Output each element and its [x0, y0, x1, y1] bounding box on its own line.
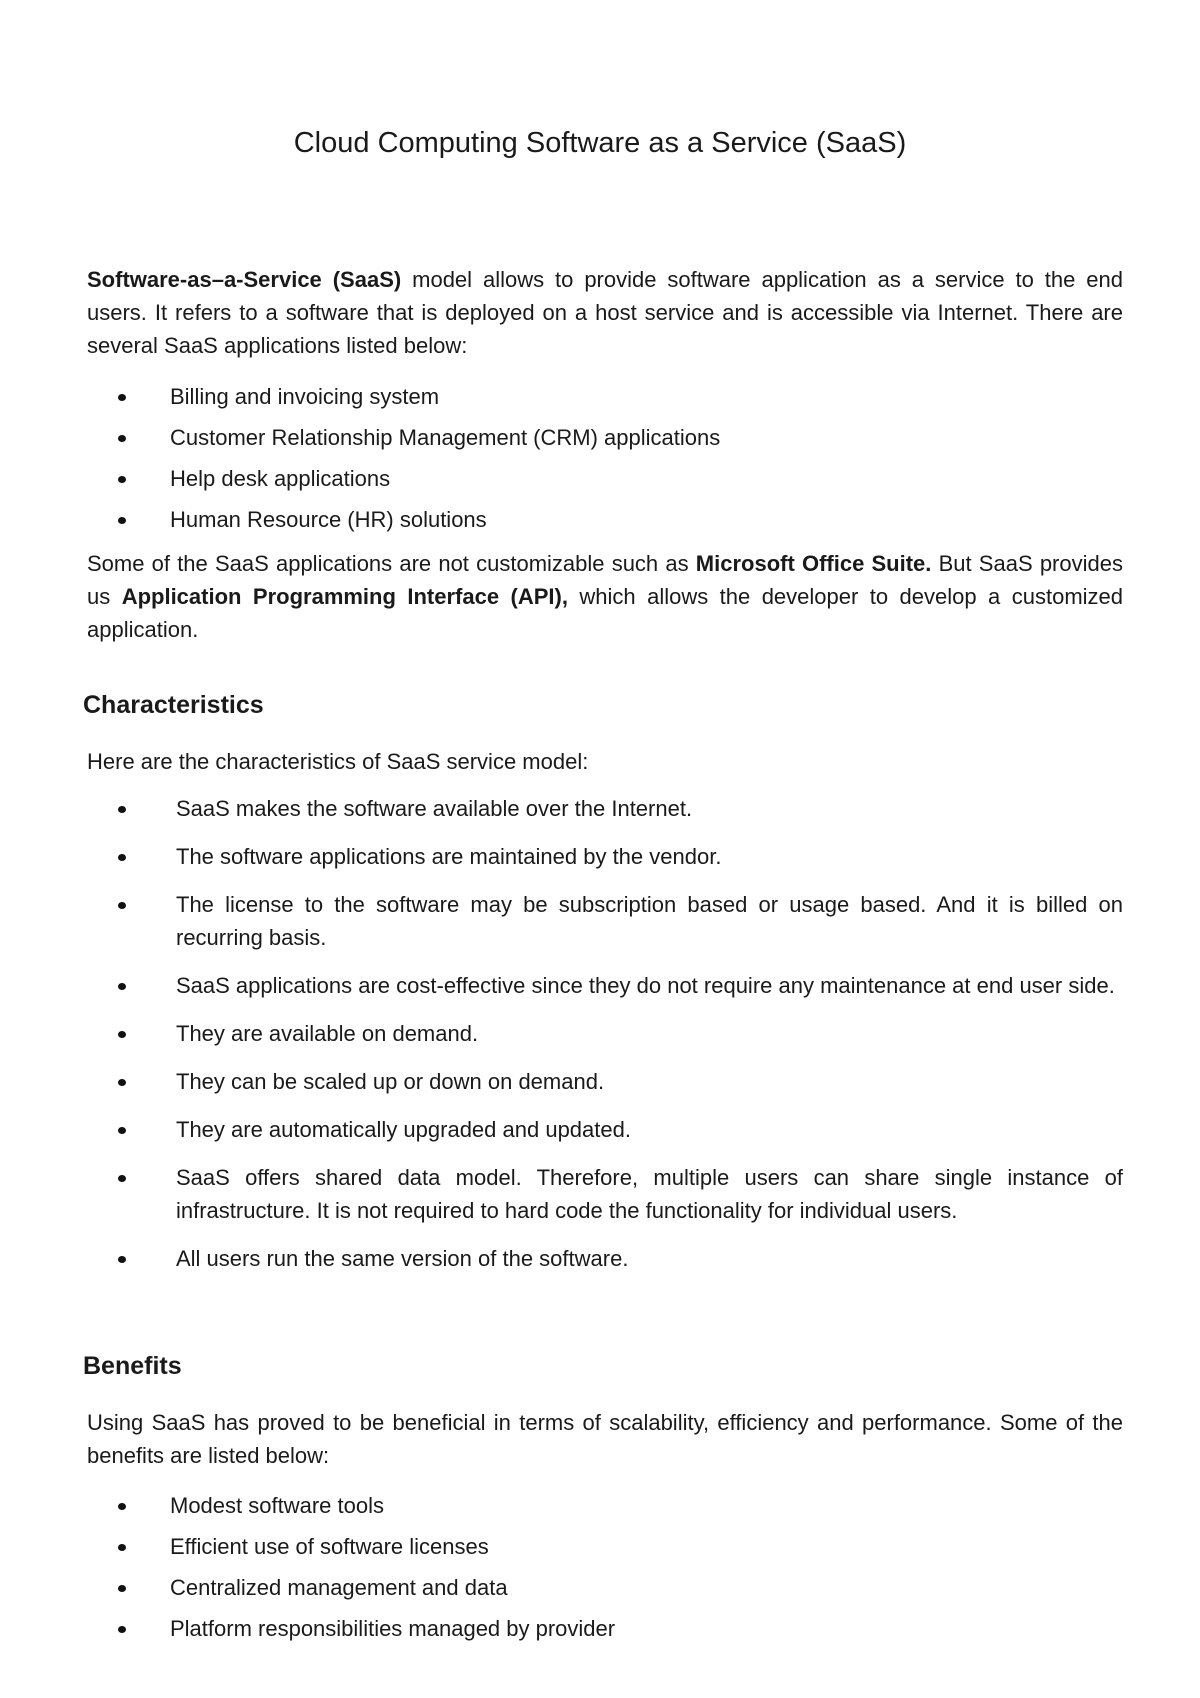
list-item [87, 1017, 1123, 1050]
intro-paragraph [87, 263, 1123, 362]
bullet-icon [118, 517, 126, 524]
list-item [87, 1161, 1123, 1227]
customization-section [87, 547, 1123, 646]
characteristics-section [87, 792, 1123, 1290]
list-item-text: Platform responsibilities managed by provider [170, 1616, 616, 1641]
characteristics-heading: Characteristics [83, 691, 264, 719]
list-item [87, 1612, 1123, 1653]
bullet-icon [118, 1256, 126, 1263]
list-item [87, 462, 1123, 503]
characteristics-intro: Here are the characteristics of SaaS service model: [87, 749, 589, 774]
bullet-icon [118, 1175, 126, 1182]
bullet-icon [118, 854, 126, 861]
list-item [87, 1571, 1123, 1612]
page-title: Cloud Computing Software as a Service (SaaS) [293, 127, 907, 159]
list-item [87, 421, 1123, 462]
bullet-icon [118, 394, 126, 401]
benefits-heading: Benefits [83, 1352, 182, 1380]
bullet-icon [118, 1626, 126, 1633]
list-item-text: They can be scaled up or down on demand. [176, 1069, 605, 1094]
bullet-icon [118, 476, 126, 483]
list-item-text: All users run the same version of the software. [176, 1246, 629, 1271]
list-item-text: Modest software tools [170, 1493, 384, 1518]
customization-paragraph [87, 547, 1123, 646]
list-item-text: They are automatically upgraded and updated. [176, 1117, 631, 1142]
customization-text-2: But SaaS provides us [87, 551, 1123, 609]
bullet-icon [118, 1031, 126, 1038]
list-item-text: SaaS offers shared data model. Therefore, multiple users can share single instance of infrastructure. It is not required to hard code the functionality for individual users. [176, 1165, 1123, 1223]
list-item-text: SaaS makes the software available over the Internet. [176, 796, 693, 821]
list-item-text: The license to the software may be subscription based or usage based. And it is billed on recurring basis. [176, 892, 1123, 950]
benefits-list [87, 1489, 1123, 1653]
characteristics-heading-wrap [83, 688, 1119, 722]
bullet-icon [118, 1585, 126, 1592]
bullet-icon [118, 983, 126, 990]
list-item-text: Efficient use of software licenses [170, 1534, 489, 1559]
applications-section [87, 380, 1123, 544]
list-item [87, 888, 1123, 954]
bullet-icon [118, 902, 126, 909]
benefits-intro: Using SaaS has proved to be beneficial in terms of scalability, efficiency and performance. Some of the benefits are listed below: [87, 1410, 1123, 1468]
list-item [87, 969, 1123, 1002]
list-item [87, 1065, 1123, 1098]
customization-text-1: Some of the SaaS applications are not customizable such as [87, 551, 696, 576]
bullet-icon [118, 806, 126, 813]
bullet-icon [118, 435, 126, 442]
list-item [87, 840, 1123, 873]
list-item [87, 1489, 1123, 1530]
list-item [87, 792, 1123, 825]
list-item-text: SaaS applications are cost-effective since they do not require any maintenance at end user side. [176, 973, 1115, 998]
list-item [87, 503, 1123, 544]
intro-section [87, 263, 1123, 362]
list-item [87, 1530, 1123, 1571]
applications-list [87, 380, 1123, 544]
intro-text: model allows to provide software application as a service to the end users. It refers to a software that is deployed on a host service and is accessible via Internet. There are several SaaS applications listed below: [87, 267, 1124, 358]
list-item [87, 1113, 1123, 1146]
characteristics-list [87, 792, 1123, 1275]
customization-text-3: which allows the developer to develop a customized application. [87, 584, 1124, 642]
list-item-text: Human Resource (HR) solutions [170, 507, 487, 532]
bullet-icon [118, 1127, 126, 1134]
customization-bold-1: Microsoft Office Suite. [695, 551, 932, 576]
list-item-text: Help desk applications [170, 466, 391, 491]
list-item-text: Centralized management and data [170, 1575, 508, 1600]
list-item-text: Billing and invoicing system [170, 384, 440, 409]
customization-bold-2: Application Programming Interface (API), [121, 584, 568, 609]
benefits-section [87, 1489, 1123, 1653]
bullet-icon [118, 1544, 126, 1551]
benefits-heading-wrap [83, 1349, 1119, 1383]
list-item [87, 380, 1123, 421]
characteristics-intro-wrap [87, 745, 1123, 778]
bullet-icon [118, 1503, 126, 1510]
list-item [87, 1242, 1123, 1275]
list-item-text: Customer Relationship Management (CRM) applications [170, 425, 721, 450]
bullet-icon [118, 1079, 126, 1086]
list-item-text: The software applications are maintained by the vendor. [176, 844, 722, 869]
intro-bold-lead: Software-as–a-Service (SaaS) [87, 267, 402, 292]
list-item-text: They are available on demand. [176, 1021, 479, 1046]
benefits-intro-wrap [87, 1406, 1123, 1472]
